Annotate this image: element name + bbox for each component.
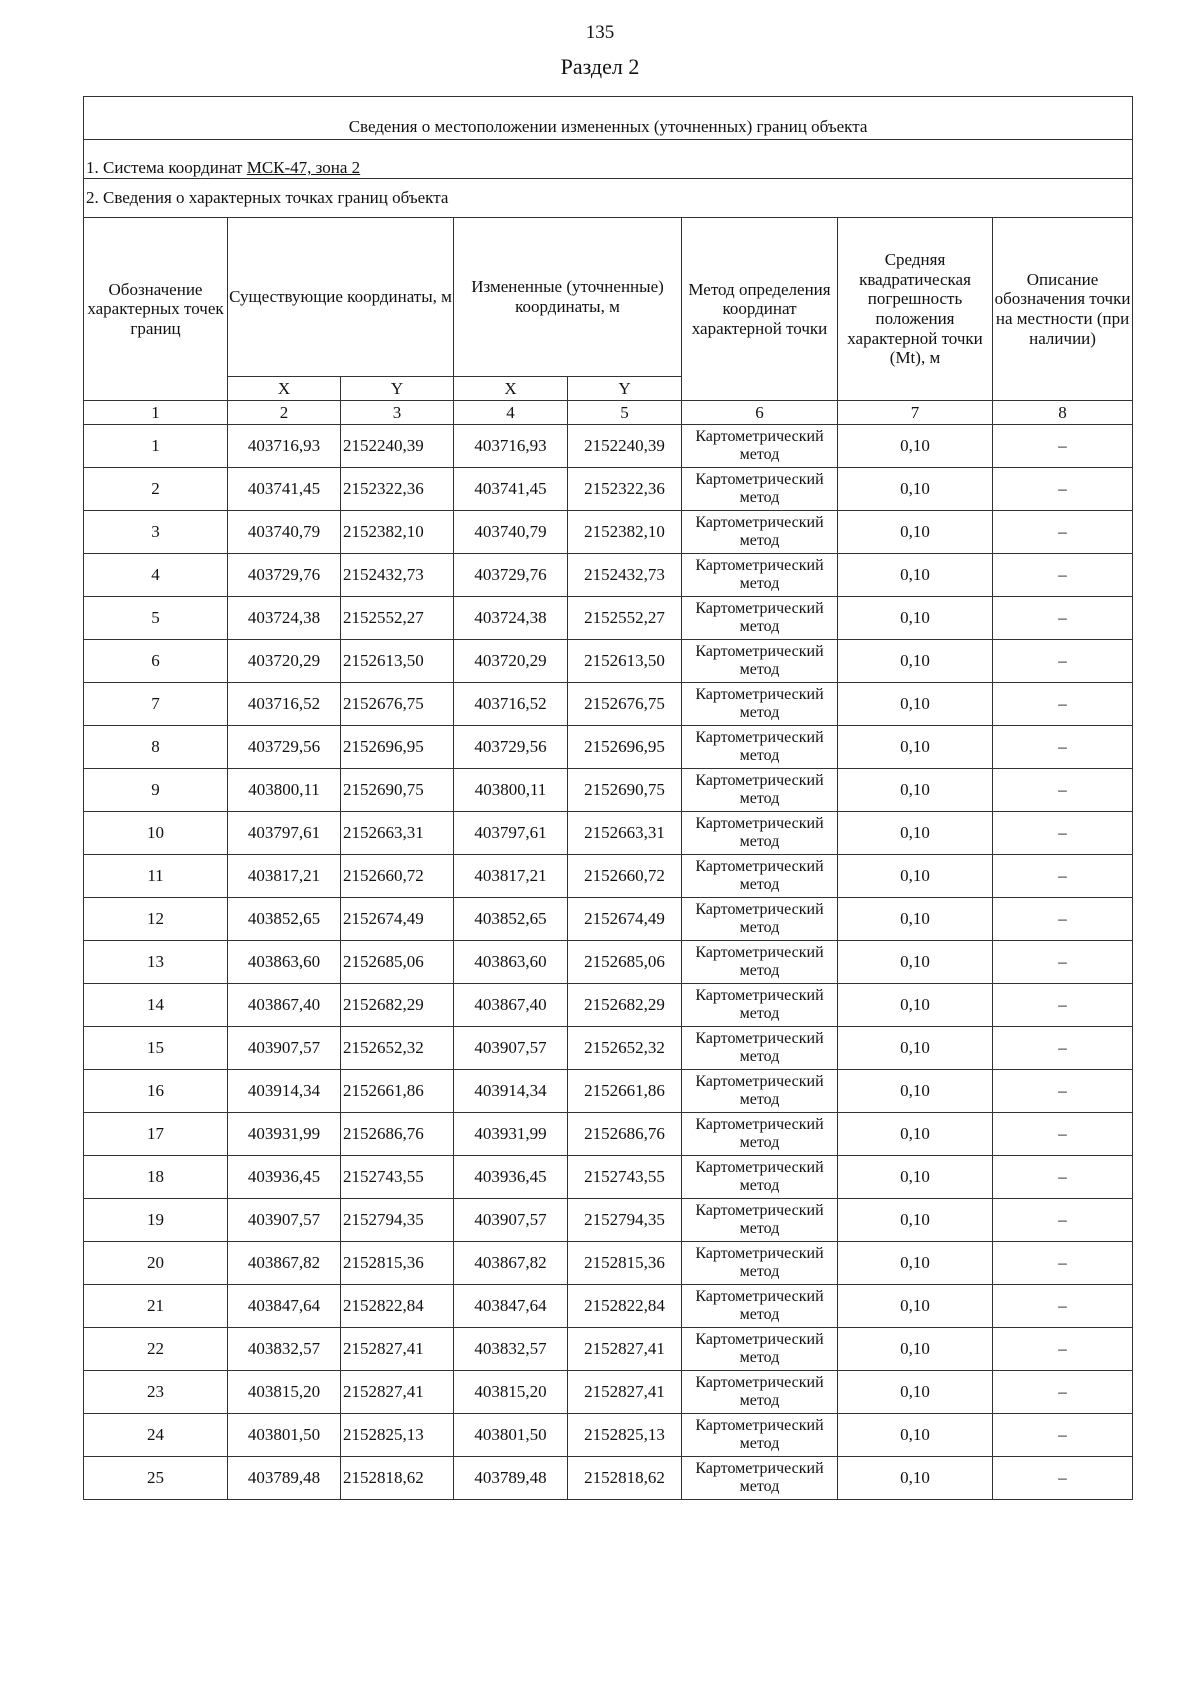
changed-y-cell: 2152663,31 xyxy=(568,812,682,855)
mean-error-cell: 0,10 xyxy=(838,511,993,554)
existing-x-cell: 403800,11 xyxy=(228,769,341,812)
existing-x-cell: 403720,29 xyxy=(228,640,341,683)
changed-x-cell: 403847,64 xyxy=(454,1285,568,1328)
changed-y-cell: 2152825,13 xyxy=(568,1414,682,1457)
changed-x-cell: 403741,45 xyxy=(454,468,568,511)
mean-error-cell: 0,10 xyxy=(838,1199,993,1242)
changed-y-cell: 2152743,55 xyxy=(568,1156,682,1199)
description-cell: – xyxy=(993,1457,1133,1500)
method-cell: Картометрический метод xyxy=(682,769,838,812)
table-row xyxy=(84,1457,1133,1500)
existing-x-cell: 403914,34 xyxy=(228,1070,341,1113)
column-number: 6 xyxy=(682,401,838,425)
existing-y-cell: 2152661,86 xyxy=(341,1070,454,1113)
existing-x-cell: 403797,61 xyxy=(228,812,341,855)
table-row xyxy=(84,1027,1133,1070)
point-number-cell: 2 xyxy=(84,468,228,511)
description-cell: – xyxy=(993,984,1133,1027)
changed-y-cell: 2152432,73 xyxy=(568,554,682,597)
column-number: 2 xyxy=(228,401,341,425)
changed-x-cell: 403863,60 xyxy=(454,941,568,984)
point-number-cell: 8 xyxy=(84,726,228,769)
method-cell: Картометрический метод xyxy=(682,1457,838,1500)
changed-y-cell: 2152815,36 xyxy=(568,1242,682,1285)
section-title: Раздел 2 xyxy=(560,54,640,79)
mean-error-cell: 0,10 xyxy=(838,769,993,812)
changed-x-cell: 403867,40 xyxy=(454,984,568,1027)
changed-x-cell: 403797,61 xyxy=(454,812,568,855)
changed-y-cell: 2152827,41 xyxy=(568,1371,682,1414)
changed-x-cell: 403800,11 xyxy=(454,769,568,812)
point-number-cell: 22 xyxy=(84,1328,228,1371)
column-number: 4 xyxy=(454,401,568,425)
point-number-cell: 19 xyxy=(84,1199,228,1242)
changed-x-cell: 403907,57 xyxy=(454,1199,568,1242)
mean-error-cell: 0,10 xyxy=(838,425,993,468)
existing-x-cell: 403936,45 xyxy=(228,1156,341,1199)
points-section-title: 2. Сведения о характерных точках границ объекта xyxy=(84,179,1133,218)
point-number-cell: 15 xyxy=(84,1027,228,1070)
changed-y-cell: 2152661,86 xyxy=(568,1070,682,1113)
method-cell: Картометрический метод xyxy=(682,425,838,468)
description-cell: – xyxy=(993,425,1133,468)
method-cell: Картометрический метод xyxy=(682,640,838,683)
changed-x-cell: 403815,20 xyxy=(454,1371,568,1414)
description-cell: – xyxy=(993,1328,1133,1371)
method-cell: Картометрический метод xyxy=(682,1414,838,1457)
description-cell: – xyxy=(993,1027,1133,1070)
description-cell: – xyxy=(993,1156,1133,1199)
changed-x-cell: 403729,76 xyxy=(454,554,568,597)
method-cell: Картометрический метод xyxy=(682,984,838,1027)
changed-x-cell: 403931,99 xyxy=(454,1113,568,1156)
point-number-cell: 4 xyxy=(84,554,228,597)
header-designation: Обозначение характерных точек границ xyxy=(84,218,228,401)
table-row xyxy=(84,1371,1133,1414)
column-number: 7 xyxy=(838,401,993,425)
header-changed-x: X xyxy=(454,377,568,401)
method-cell: Картометрический метод xyxy=(682,1070,838,1113)
mean-error-cell: 0,10 xyxy=(838,855,993,898)
changed-x-cell: 403832,57 xyxy=(454,1328,568,1371)
table-row xyxy=(84,855,1133,898)
method-cell: Картометрический метод xyxy=(682,1371,838,1414)
description-cell: – xyxy=(993,683,1133,726)
point-number-cell: 10 xyxy=(84,812,228,855)
point-number-cell: 25 xyxy=(84,1457,228,1500)
description-cell: – xyxy=(993,769,1133,812)
existing-x-cell: 403724,38 xyxy=(228,597,341,640)
existing-y-cell: 2152818,62 xyxy=(341,1457,454,1500)
coordinate-system-value: МСК-47, зона 2 xyxy=(246,158,361,178)
existing-x-cell: 403741,45 xyxy=(228,468,341,511)
table-row xyxy=(84,1414,1133,1457)
point-number-cell: 14 xyxy=(84,984,228,1027)
changed-y-cell: 2152552,27 xyxy=(568,597,682,640)
existing-x-cell: 403867,82 xyxy=(228,1242,341,1285)
existing-x-cell: 403789,48 xyxy=(228,1457,341,1500)
point-number-cell: 24 xyxy=(84,1414,228,1457)
table-row xyxy=(84,554,1133,597)
point-number-cell: 5 xyxy=(84,597,228,640)
existing-y-cell: 2152613,50 xyxy=(341,640,454,683)
point-number-cell: 23 xyxy=(84,1371,228,1414)
mean-error-cell: 0,10 xyxy=(838,1156,993,1199)
existing-y-cell: 2152676,75 xyxy=(341,683,454,726)
changed-x-cell: 403852,65 xyxy=(454,898,568,941)
header-existing-y: Y xyxy=(341,377,454,401)
existing-y-cell: 2152240,39 xyxy=(341,425,454,468)
existing-x-cell: 403931,99 xyxy=(228,1113,341,1156)
changed-y-cell: 2152652,32 xyxy=(568,1027,682,1070)
existing-y-cell: 2152552,27 xyxy=(341,597,454,640)
method-cell: Картометрический метод xyxy=(682,468,838,511)
column-number: 8 xyxy=(993,401,1133,425)
mean-error-cell: 0,10 xyxy=(838,1070,993,1113)
header-mean-error: Средняя квадратическая погрешность положения характерной точки (Mt), м xyxy=(838,218,993,401)
existing-x-cell: 403907,57 xyxy=(228,1199,341,1242)
mean-error-cell: 0,10 xyxy=(838,812,993,855)
mean-error-cell: 0,10 xyxy=(838,1285,993,1328)
method-cell: Картометрический метод xyxy=(682,1113,838,1156)
changed-x-cell: 403724,38 xyxy=(454,597,568,640)
changed-y-cell: 2152613,50 xyxy=(568,640,682,683)
description-cell: – xyxy=(993,1371,1133,1414)
point-number-cell: 18 xyxy=(84,1156,228,1199)
changed-y-cell: 2152827,41 xyxy=(568,1328,682,1371)
existing-y-cell: 2152743,55 xyxy=(341,1156,454,1199)
mean-error-cell: 0,10 xyxy=(838,726,993,769)
mean-error-cell: 0,10 xyxy=(838,640,993,683)
table-row xyxy=(84,597,1133,640)
table-row xyxy=(84,468,1133,511)
changed-x-cell: 403716,52 xyxy=(454,683,568,726)
table-row xyxy=(84,984,1133,1027)
existing-y-cell: 2152660,72 xyxy=(341,855,454,898)
mean-error-cell: 0,10 xyxy=(838,683,993,726)
mean-error-cell: 0,10 xyxy=(838,984,993,1027)
changed-y-cell: 2152685,06 xyxy=(568,941,682,984)
point-number-cell: 21 xyxy=(84,1285,228,1328)
point-number-cell: 13 xyxy=(84,941,228,984)
existing-y-cell: 2152663,31 xyxy=(341,812,454,855)
changed-y-cell: 2152794,35 xyxy=(568,1199,682,1242)
existing-y-cell: 2152827,41 xyxy=(341,1328,454,1371)
method-cell: Картометрический метод xyxy=(682,1156,838,1199)
changed-x-cell: 403936,45 xyxy=(454,1156,568,1199)
existing-x-cell: 403729,56 xyxy=(228,726,341,769)
changed-y-cell: 2152822,84 xyxy=(568,1285,682,1328)
point-number-cell: 1 xyxy=(84,425,228,468)
coordinate-system-line xyxy=(84,140,1133,179)
boundary-points-table xyxy=(83,96,1133,1500)
changed-y-cell: 2152674,49 xyxy=(568,898,682,941)
method-cell: Картометрический метод xyxy=(682,1199,838,1242)
description-cell: – xyxy=(993,554,1133,597)
description-cell: – xyxy=(993,511,1133,554)
point-number-cell: 6 xyxy=(84,640,228,683)
changed-y-cell: 2152818,62 xyxy=(568,1457,682,1500)
changed-x-cell: 403789,48 xyxy=(454,1457,568,1500)
existing-y-cell: 2152652,32 xyxy=(341,1027,454,1070)
description-cell: – xyxy=(993,855,1133,898)
existing-y-cell: 2152825,13 xyxy=(341,1414,454,1457)
changed-y-cell: 2152240,39 xyxy=(568,425,682,468)
method-cell: Картометрический метод xyxy=(682,511,838,554)
method-cell: Картометрический метод xyxy=(682,855,838,898)
description-cell: – xyxy=(993,468,1133,511)
table-row xyxy=(84,726,1133,769)
existing-y-cell: 2152382,10 xyxy=(341,511,454,554)
existing-y-cell: 2152827,41 xyxy=(341,1371,454,1414)
description-cell: – xyxy=(993,726,1133,769)
changed-x-cell: 403740,79 xyxy=(454,511,568,554)
existing-x-cell: 403740,79 xyxy=(228,511,341,554)
header-method: Метод определения координат характерной точки xyxy=(682,218,838,401)
changed-y-cell: 2152676,75 xyxy=(568,683,682,726)
method-cell: Картометрический метод xyxy=(682,1242,838,1285)
point-number-cell: 9 xyxy=(84,769,228,812)
header-changed-coords: Измененные (уточненные) координаты, м xyxy=(454,218,682,377)
mean-error-cell: 0,10 xyxy=(838,1414,993,1457)
point-number-cell: 17 xyxy=(84,1113,228,1156)
existing-x-cell: 403815,20 xyxy=(228,1371,341,1414)
changed-x-cell: 403867,82 xyxy=(454,1242,568,1285)
table-row xyxy=(84,1285,1133,1328)
table-row xyxy=(84,1070,1133,1113)
description-cell: – xyxy=(993,1070,1133,1113)
existing-x-cell: 403729,76 xyxy=(228,554,341,597)
changed-x-cell: 403716,93 xyxy=(454,425,568,468)
column-number: 3 xyxy=(341,401,454,425)
table-row xyxy=(84,1156,1133,1199)
table-row xyxy=(84,941,1133,984)
existing-x-cell: 403863,60 xyxy=(228,941,341,984)
table-row xyxy=(84,769,1133,812)
mean-error-cell: 0,10 xyxy=(838,1027,993,1070)
mean-error-cell: 0,10 xyxy=(838,941,993,984)
header-existing-coords: Существующие координаты, м xyxy=(228,218,454,377)
changed-y-cell: 2152382,10 xyxy=(568,511,682,554)
existing-x-cell: 403907,57 xyxy=(228,1027,341,1070)
mean-error-cell: 0,10 xyxy=(838,1371,993,1414)
description-cell: – xyxy=(993,1285,1133,1328)
table-row xyxy=(84,640,1133,683)
method-cell: Картометрический метод xyxy=(682,726,838,769)
header-existing-x: X xyxy=(228,377,341,401)
table-title: Сведения о местоположении измененных (уточненных) границ объекта xyxy=(84,97,1133,140)
existing-y-cell: 2152674,49 xyxy=(341,898,454,941)
mean-error-cell: 0,10 xyxy=(838,898,993,941)
table-row xyxy=(84,1242,1133,1285)
table-row xyxy=(84,1199,1133,1242)
existing-y-cell: 2152686,76 xyxy=(341,1113,454,1156)
mean-error-cell: 0,10 xyxy=(838,1113,993,1156)
table-row xyxy=(84,1113,1133,1156)
mean-error-cell: 0,10 xyxy=(838,597,993,640)
changed-y-cell: 2152322,36 xyxy=(568,468,682,511)
existing-y-cell: 2152685,06 xyxy=(341,941,454,984)
mean-error-cell: 0,10 xyxy=(838,1328,993,1371)
changed-x-cell: 403907,57 xyxy=(454,1027,568,1070)
table-row xyxy=(84,812,1133,855)
column-number-row xyxy=(84,401,1133,425)
mean-error-cell: 0,10 xyxy=(838,1457,993,1500)
table-row xyxy=(84,1328,1133,1371)
existing-x-cell: 403716,93 xyxy=(228,425,341,468)
existing-x-cell: 403847,64 xyxy=(228,1285,341,1328)
description-cell: – xyxy=(993,1414,1133,1457)
existing-x-cell: 403832,57 xyxy=(228,1328,341,1371)
description-cell: – xyxy=(993,898,1133,941)
method-cell: Картометрический метод xyxy=(682,597,838,640)
table-row xyxy=(84,683,1133,726)
description-cell: – xyxy=(993,1113,1133,1156)
changed-x-cell: 403720,29 xyxy=(454,640,568,683)
method-cell: Картометрический метод xyxy=(682,941,838,984)
point-number-cell: 11 xyxy=(84,855,228,898)
description-cell: – xyxy=(993,1242,1133,1285)
method-cell: Картометрический метод xyxy=(682,1027,838,1070)
column-number: 1 xyxy=(84,401,228,425)
changed-y-cell: 2152660,72 xyxy=(568,855,682,898)
mean-error-cell: 0,10 xyxy=(838,468,993,511)
description-cell: – xyxy=(993,1199,1133,1242)
changed-x-cell: 403729,56 xyxy=(454,726,568,769)
column-number: 5 xyxy=(568,401,682,425)
mean-error-cell: 0,10 xyxy=(838,1242,993,1285)
existing-y-cell: 2152822,84 xyxy=(341,1285,454,1328)
point-number-cell: 12 xyxy=(84,898,228,941)
point-number-cell: 16 xyxy=(84,1070,228,1113)
point-number-cell: 7 xyxy=(84,683,228,726)
header-description: Описание обозначения точки на местности (при наличии) xyxy=(993,218,1133,401)
changed-x-cell: 403914,34 xyxy=(454,1070,568,1113)
method-cell: Картометрический метод xyxy=(682,1285,838,1328)
page-number: 135 xyxy=(585,22,615,43)
existing-x-cell: 403801,50 xyxy=(228,1414,341,1457)
description-cell: – xyxy=(993,941,1133,984)
existing-x-cell: 403852,65 xyxy=(228,898,341,941)
mean-error-cell: 0,10 xyxy=(838,554,993,597)
changed-y-cell: 2152696,95 xyxy=(568,726,682,769)
existing-x-cell: 403716,52 xyxy=(228,683,341,726)
description-cell: – xyxy=(993,597,1133,640)
existing-y-cell: 2152690,75 xyxy=(341,769,454,812)
table-row xyxy=(84,511,1133,554)
existing-y-cell: 2152794,35 xyxy=(341,1199,454,1242)
description-cell: – xyxy=(993,640,1133,683)
existing-y-cell: 2152815,36 xyxy=(341,1242,454,1285)
existing-x-cell: 403867,40 xyxy=(228,984,341,1027)
method-cell: Картометрический метод xyxy=(682,1328,838,1371)
method-cell: Картометрический метод xyxy=(682,812,838,855)
method-cell: Картометрический метод xyxy=(682,683,838,726)
method-cell: Картометрический метод xyxy=(682,554,838,597)
existing-y-cell: 2152682,29 xyxy=(341,984,454,1027)
header-changed-y: Y xyxy=(568,377,682,401)
existing-y-cell: 2152432,73 xyxy=(341,554,454,597)
changed-y-cell: 2152682,29 xyxy=(568,984,682,1027)
changed-x-cell: 403801,50 xyxy=(454,1414,568,1457)
existing-x-cell: 403817,21 xyxy=(228,855,341,898)
point-number-cell: 3 xyxy=(84,511,228,554)
changed-y-cell: 2152686,76 xyxy=(568,1113,682,1156)
description-cell: – xyxy=(993,812,1133,855)
coordinate-system-label: 1. Система координат xyxy=(86,158,247,178)
existing-y-cell: 2152696,95 xyxy=(341,726,454,769)
method-cell: Картометрический метод xyxy=(682,898,838,941)
table-row xyxy=(84,425,1133,468)
table-row xyxy=(84,898,1133,941)
point-number-cell: 20 xyxy=(84,1242,228,1285)
changed-y-cell: 2152690,75 xyxy=(568,769,682,812)
existing-y-cell: 2152322,36 xyxy=(341,468,454,511)
changed-x-cell: 403817,21 xyxy=(454,855,568,898)
